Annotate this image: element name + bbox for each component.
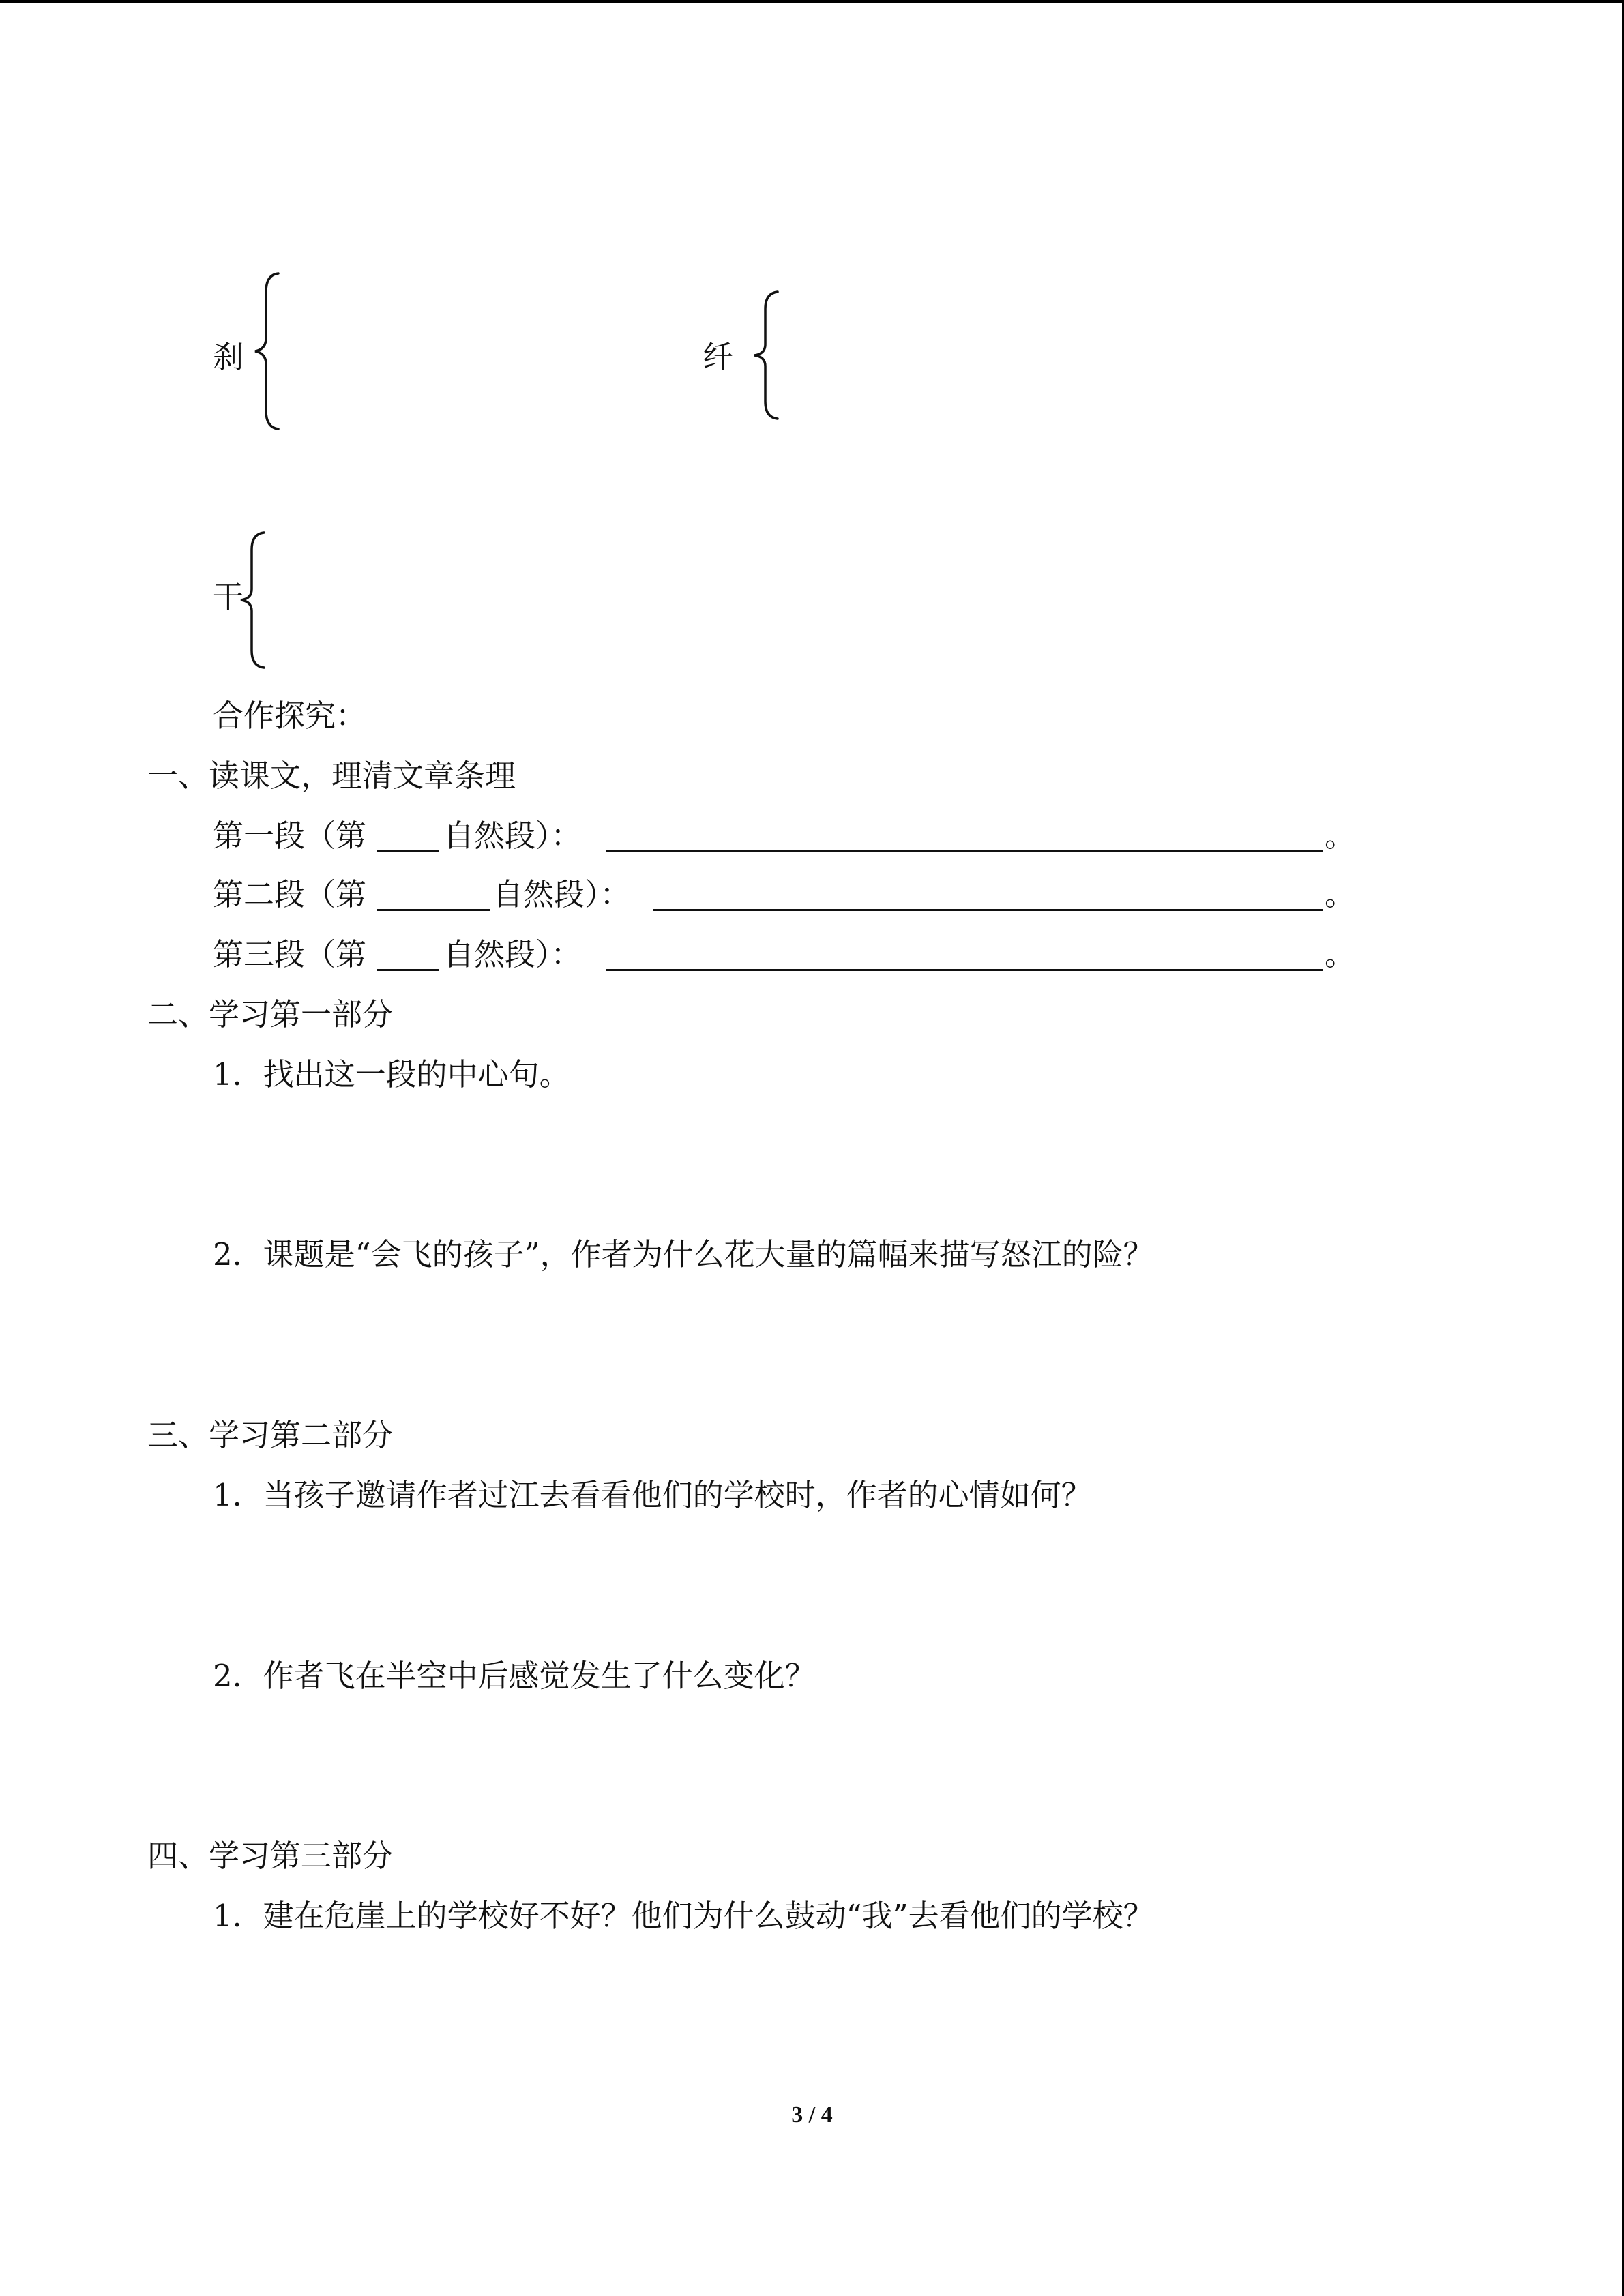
section1-title: 一、读课文，理清文章条理	[147, 758, 516, 794]
brace-gan	[235, 531, 269, 670]
row2-prefix: 第二段（第	[213, 876, 367, 912]
row1-prefix: 第一段（第	[213, 818, 367, 854]
row1-suffix: 自然段）：	[443, 818, 582, 854]
section3-q2: 2．作者飞在半空中后感觉发生了什么变化？	[213, 1658, 816, 1694]
char-sha: 刹	[213, 339, 244, 375]
section2-q2: 2．课题是“会飞的孩子”，作者为什么花大量的篇幅来描写怒江的险？	[213, 1236, 1154, 1272]
row3-suffix: 自然段）：	[443, 936, 582, 972]
section4-q1: 1．建在危崖上的学校好不好？他们为什么鼓动“我”去看他们的学校？	[213, 1898, 1154, 1934]
coop-heading: 合作探究：	[213, 698, 367, 734]
row3-para-blank[interactable]	[377, 969, 439, 971]
row2-answer-blank[interactable]	[653, 909, 1323, 911]
section2-title: 二、学习第一部分	[147, 996, 394, 1032]
row2-suffix: 自然段）：	[492, 876, 631, 912]
brace-qian	[750, 290, 784, 421]
row3-end: 。	[1325, 936, 1356, 972]
page-number: 3 / 4	[791, 2102, 833, 2128]
char-qian: 纤	[703, 339, 734, 375]
section4-title: 四、学习第三部分	[147, 1838, 394, 1874]
row1-answer-blank[interactable]	[606, 850, 1323, 852]
row3-prefix: 第三段（第	[213, 936, 367, 972]
row3-answer-blank[interactable]	[606, 969, 1323, 971]
brace-sha	[251, 271, 285, 431]
row2-end: 。	[1325, 876, 1356, 912]
row1-para-blank[interactable]	[377, 850, 439, 852]
section2-q1: 1．找出这一段的中心句。	[213, 1056, 570, 1092]
char-gan: 干	[213, 579, 244, 615]
page-top-border	[0, 0, 1624, 3]
section3-title: 三、学习第二部分	[147, 1417, 394, 1453]
row1-end: 。	[1325, 818, 1356, 854]
section3-q1: 1．当孩子邀请作者过江去看看他们的学校时，作者的心情如何？	[213, 1477, 1092, 1513]
row2-para-blank[interactable]	[377, 909, 490, 911]
